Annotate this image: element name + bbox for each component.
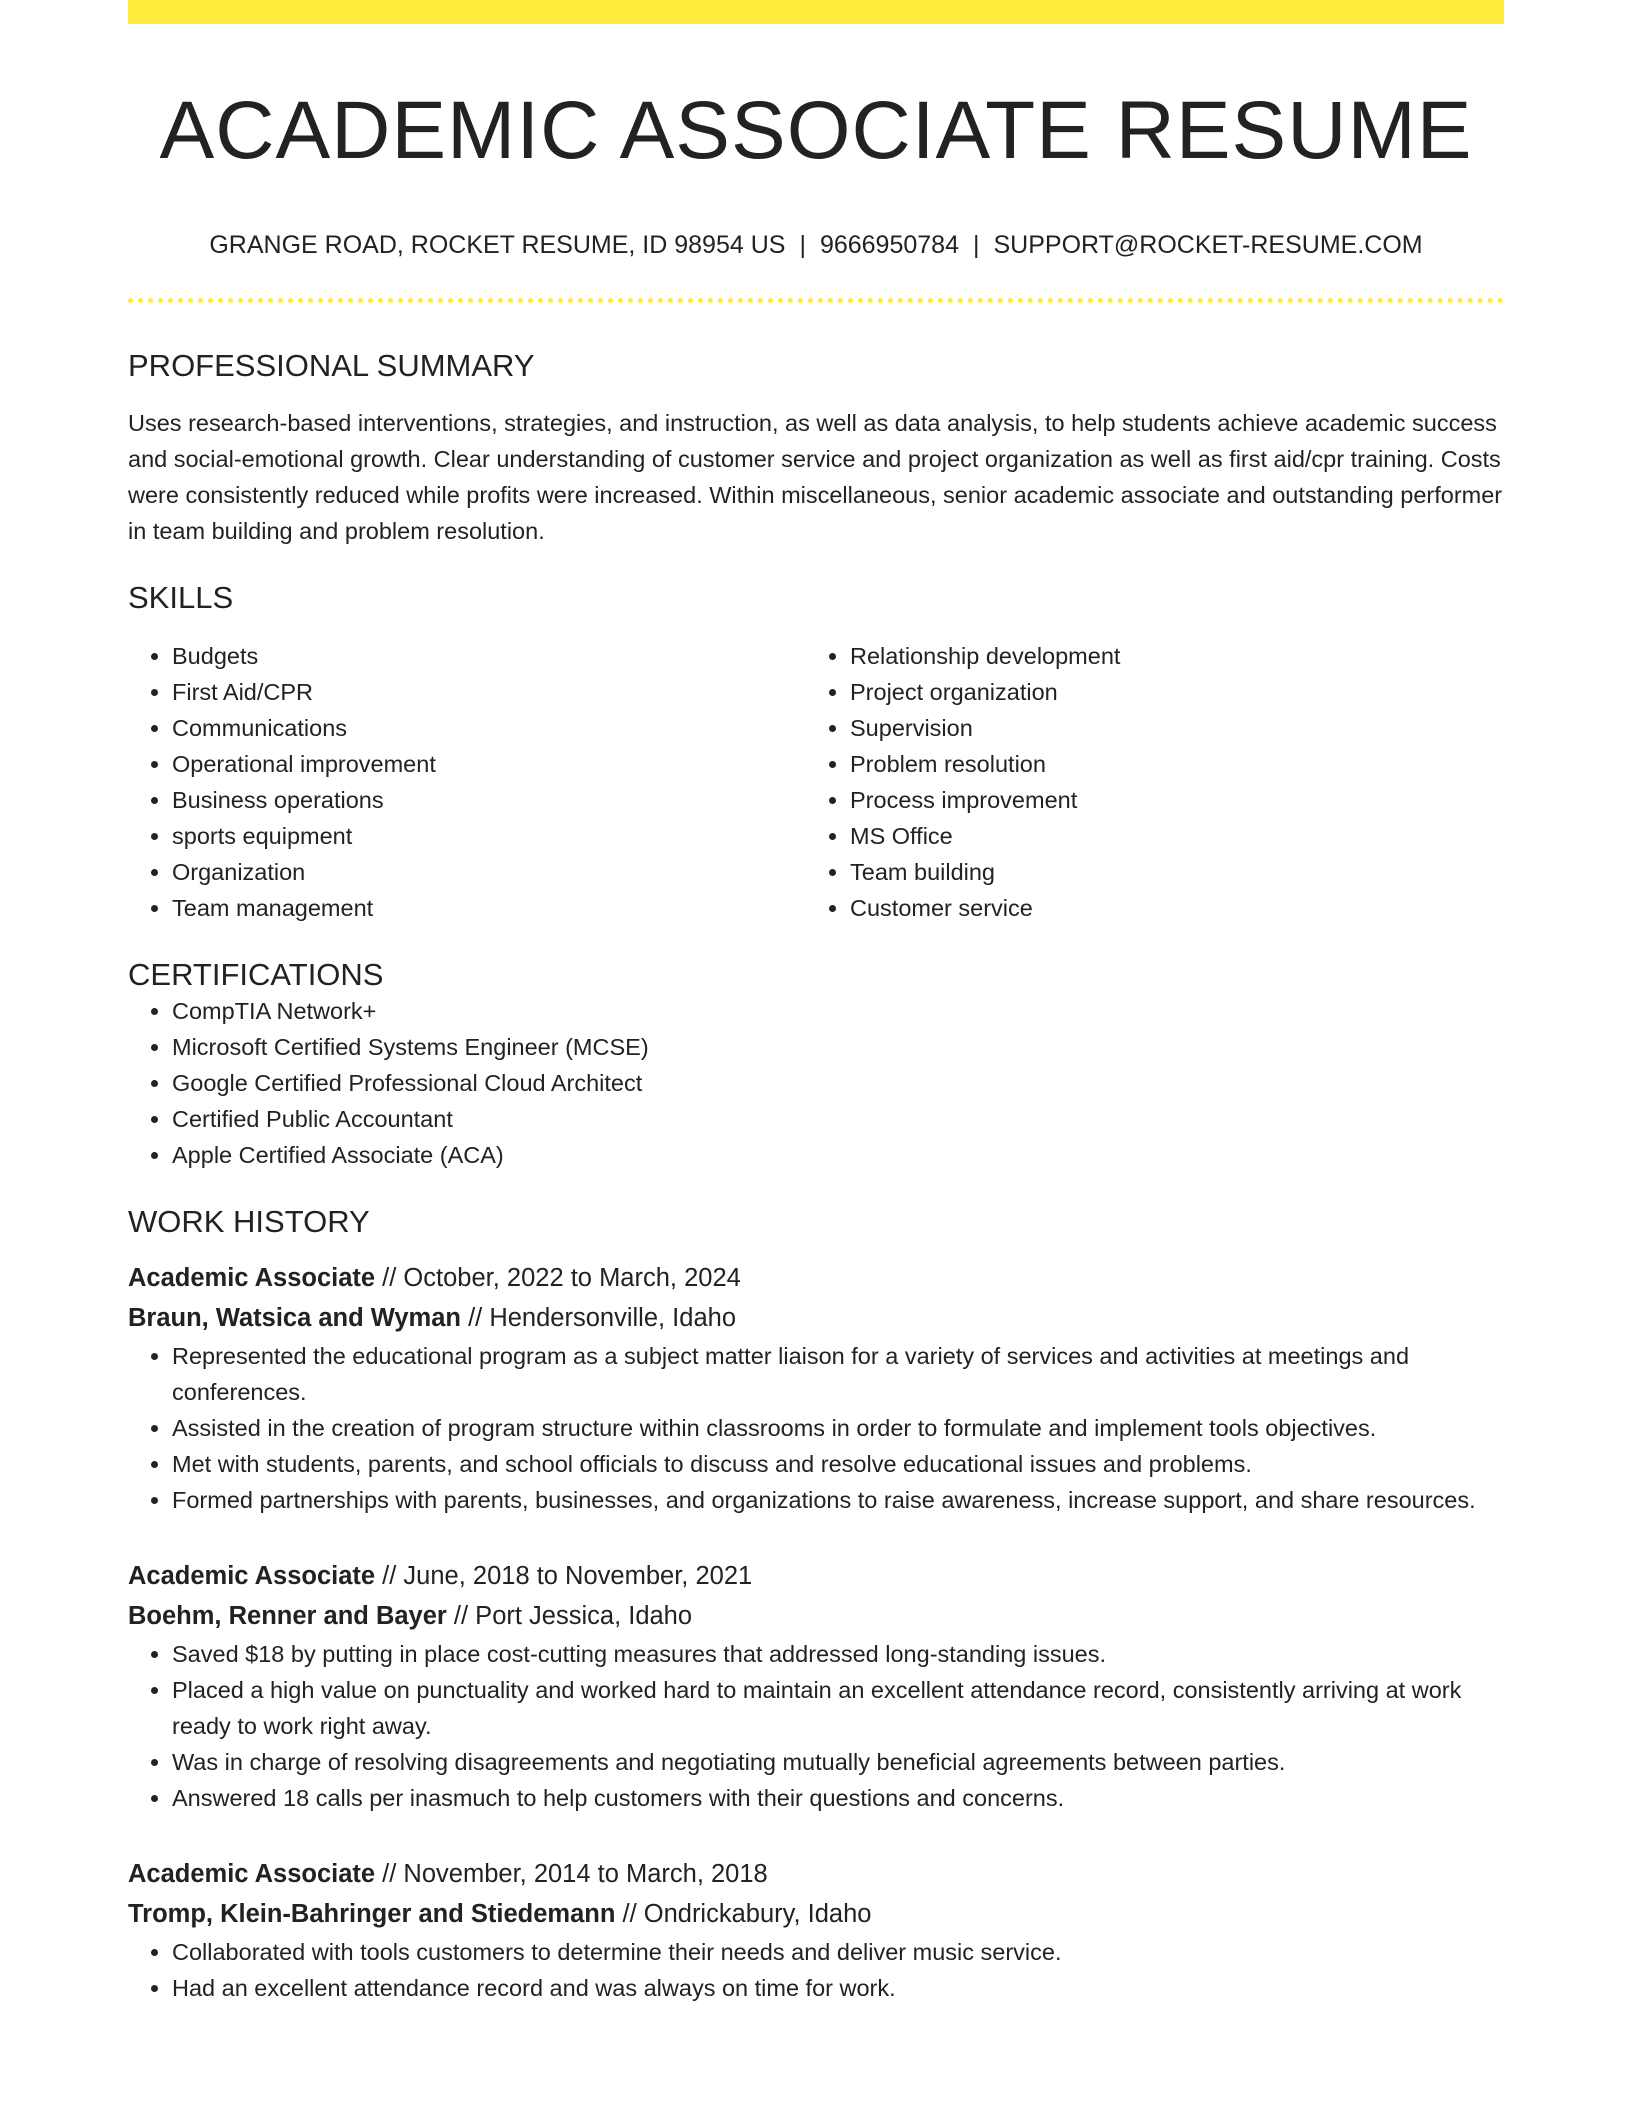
job-company: Boehm, Renner and Bayer (128, 1602, 447, 1631)
contact-separator: | (799, 231, 806, 260)
contact-email: SUPPORT@ROCKET-RESUME.COM (993, 231, 1423, 260)
job-duties-list (128, 1934, 1504, 2006)
certifications-list (128, 993, 1504, 1173)
skill-item: • MS Office (850, 818, 1484, 854)
contact-separator: | (972, 231, 980, 260)
job-title-line (128, 1258, 1504, 1298)
dotted-divider (128, 298, 1504, 303)
job-duty: • Represented the educational program as a subject matter liaison for a variety of services and activities at meetings and conferences. (172, 1338, 1504, 1410)
top-accent-bar (128, 0, 1504, 24)
job-location: // Hendersonville, Idaho (461, 1304, 736, 1333)
job-duties-list (128, 1636, 1504, 1816)
skill-item: • Budgets (172, 638, 806, 674)
job-dates: // November, 2014 to March, 2018 (375, 1860, 768, 1889)
job-duty: • Collaborated with tools customers to determine their needs and deliver music service. (172, 1934, 1504, 1970)
work-history-heading: WORK HISTORY (128, 1203, 370, 1239)
job-title: Academic Associate (128, 1860, 376, 1889)
skill-item: • sports equipment (172, 818, 806, 854)
contact-phone: 9666950784 (819, 231, 959, 260)
job-entry (128, 1854, 1504, 2006)
skill-item: • Communications (172, 710, 806, 746)
job-company: Braun, Watsica and Wyman (128, 1304, 461, 1333)
skill-item: • Business operations (172, 782, 806, 818)
summary-heading: PROFESSIONAL SUMMARY (128, 348, 535, 384)
resume-title: ACADEMIC ASSOCIATE RESUME (159, 85, 1473, 176)
job-company-line (128, 1596, 1504, 1636)
job-duty: • Placed a high value on punctuality and worked hard to maintain an excellent attendance record, consistently arriving at work ready to work right away. (172, 1672, 1504, 1744)
skill-item: • Team building (850, 854, 1484, 890)
job-duties-list (128, 1338, 1504, 1518)
skill-item: • Organization (172, 854, 806, 890)
skills-list-left (128, 638, 806, 926)
certifications-heading: CERTIFICATIONS (128, 956, 384, 992)
job-company-line (128, 1894, 1504, 1934)
skills-heading: SKILLS (128, 579, 234, 615)
certification-item: • Apple Certified Associate (ACA) (172, 1137, 1504, 1173)
job-duty: • Met with students, parents, and school officials to discuss and resolve educational issues and problems. (172, 1446, 1504, 1482)
skill-item: • Relationship development (850, 638, 1484, 674)
certification-item: • Google Certified Professional Cloud Architect (172, 1065, 1504, 1101)
certification-item: • CompTIA Network+ (172, 993, 1504, 1029)
job-title: Academic Associate (128, 1562, 376, 1591)
job-company: Tromp, Klein-Bahringer and Stiedemann (128, 1900, 616, 1929)
job-duty: • Saved $18 by putting in place cost-cutting measures that addressed long-standing issues. (172, 1636, 1504, 1672)
job-location: // Port Jessica, Idaho (446, 1602, 693, 1631)
skill-item: • Process improvement (850, 782, 1484, 818)
job-entry (128, 1556, 1504, 1816)
certification-item: • Certified Public Accountant (172, 1101, 1504, 1137)
skill-item: • Customer service (850, 890, 1484, 926)
job-title-line (128, 1556, 1504, 1596)
job-duty: • Formed partnerships with parents, businesses, and organizations to raise awareness, increase support, and share resources. (172, 1482, 1504, 1518)
skills-column-left (128, 638, 806, 926)
job-dates: // June, 2018 to November, 2021 (375, 1562, 753, 1591)
skills-columns (128, 638, 1504, 926)
skill-item: • Supervision (850, 710, 1484, 746)
job-duty: • Answered 18 calls per inasmuch to help customers with their questions and concerns. (172, 1780, 1504, 1816)
job-entry (128, 1258, 1504, 1518)
job-dates: // October, 2022 to March, 2024 (375, 1264, 741, 1293)
skill-item: • Operational improvement (172, 746, 806, 782)
job-title-line (128, 1854, 1504, 1894)
job-duty: • Assisted in the creation of program structure within classrooms in order to formulate and implement tools objectives. (172, 1410, 1504, 1446)
skill-item: • Project organization (850, 674, 1484, 710)
resume-page (128, 0, 1504, 2006)
job-location: // Ondrickabury, Idaho (615, 1900, 872, 1929)
summary-text: Uses research-based interventions, strategies, and instruction, as well as data analysis, to help students achieve academic success and social-emotional growth. Clear understanding of customer service and project organization as well as first aid/cpr training. Costs were consistently reduced while profits were increased. Within miscellaneous, senior academic associate and outstanding performer in team building and problem resolution. (128, 409, 1503, 544)
job-title: Academic Associate (128, 1264, 376, 1293)
job-duty: • Was in charge of resolving disagreements and negotiating mutually beneficial agreements between parties. (172, 1744, 1504, 1780)
certification-item: • Microsoft Certified Systems Engineer (MCSE) (172, 1029, 1504, 1065)
skill-item: • First Aid/CPR (172, 674, 806, 710)
contact-address: GRANGE ROAD, ROCKET RESUME, ID 98954 US (209, 231, 786, 260)
skill-item: • Team management (172, 890, 806, 926)
contact-line (128, 230, 1504, 260)
job-company-line (128, 1298, 1504, 1338)
skill-item: • Problem resolution (850, 746, 1484, 782)
job-duty: • Had an excellent attendance record and was always on time for work. (172, 1970, 1504, 2006)
skills-list-right (806, 638, 1484, 926)
skills-column-right (806, 638, 1484, 926)
